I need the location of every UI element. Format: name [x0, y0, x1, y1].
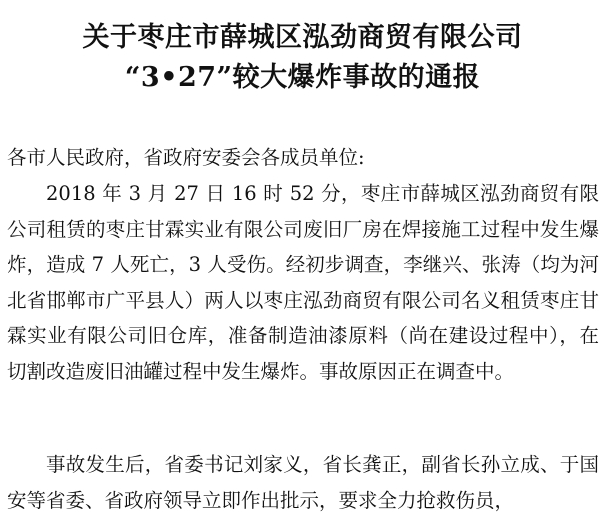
document-paragraph-1: 2018 年 3 月 27 日 16 时 52 分，枣庄市薛城区泓劲商贸有限公司租赁的枣庄甘霖实业有限公司废旧厂房在焊接施工过程中发生爆炸，造成 7 人死亡，3 人受伤。经初步调查，李继兴、张涛（均为河北省邯郸市广平县人）两人以枣庄泓劲商贸有限公司名义租赁枣庄甘霖实业有限公司旧仓库，准备制造油漆原料（尚在建设过程中），在切割改造废旧油罐过程中发生爆炸。事故原因正在调查中。: [7, 182, 599, 383]
document-title-line-1: 关于枣庄市薛城区泓劲商贸有限公司: [82, 22, 523, 53]
document-title-line-2: “3•27”较大爆炸事故的通报: [124, 62, 481, 93]
document-paragraph-2: 事故发生后，省委书记刘家义，省长龚正，副省长孙立成、于国安等省委、省政府领导立即作出批示，要求全力抢救伤员，: [7, 453, 599, 512]
document-salutation: 各市人民政府，省政府安委会各成员单位:: [7, 146, 365, 169]
